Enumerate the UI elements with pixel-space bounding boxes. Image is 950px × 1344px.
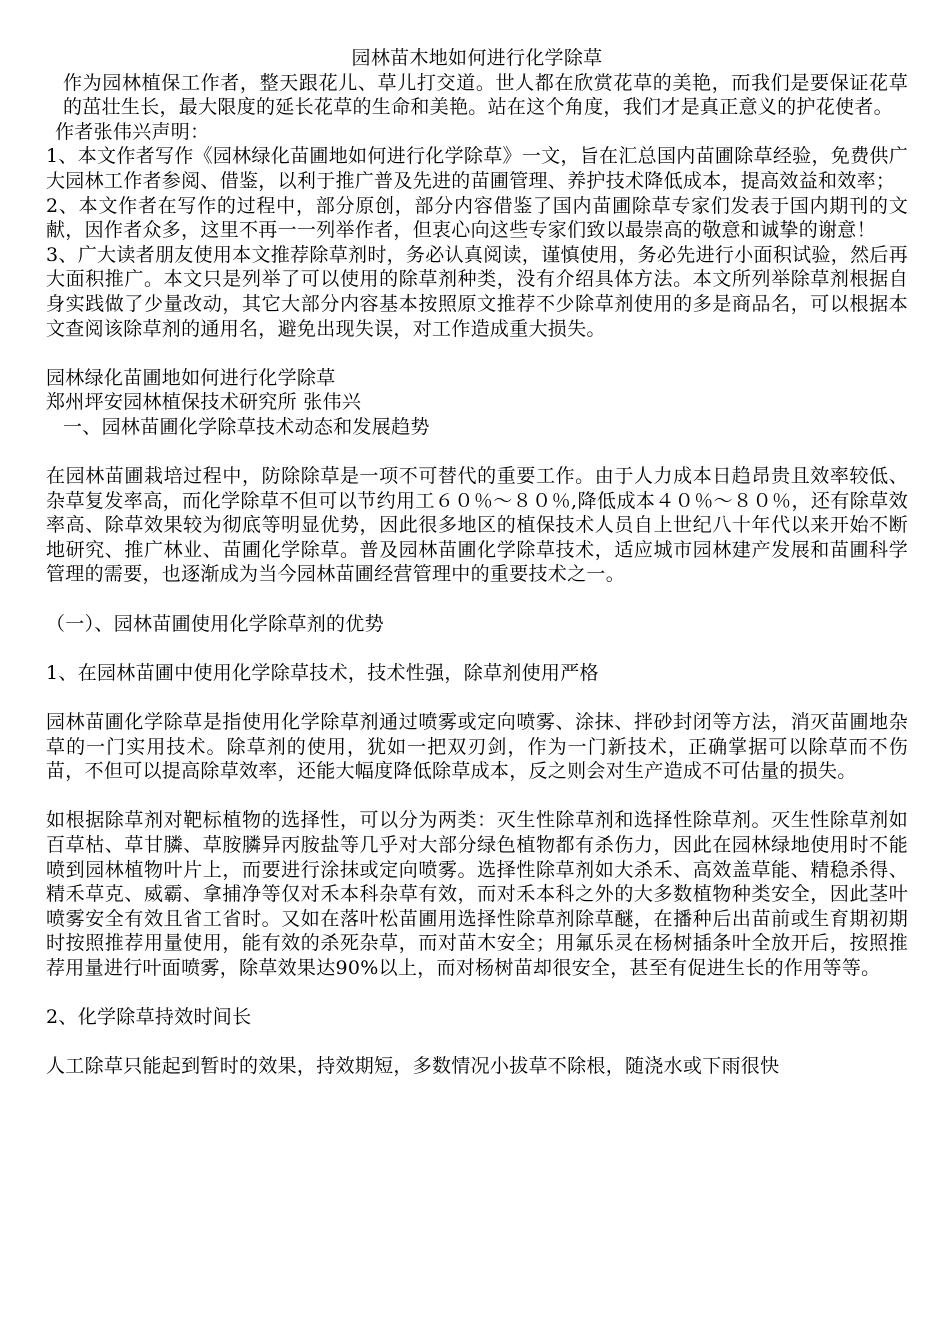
spacer [46,1030,908,1055]
article-title: 园林绿化苗圃地如何进行化学除草 [46,366,336,389]
spacer [46,981,908,1006]
document-title: 园林苗木地如何进行化学除草 [351,47,603,69]
point-paragraph: 如根据除草剂对靶标植物的选择性，可以分为两类：灭生性除草剂和选择性除草剂。灭生性除草剂如百草枯、草甘膦、草胺膦异丙胺盐等几乎对大部分绿色植物都有杀伤力，因此在园林绿地使用时不能喷到园林植物叶片上，而要进行涂抹或定向喷雾。选择性除草剂如大杀禾、高效盖草能、精稳杀得、精禾草克、威霸、拿捕净等仅对禾本科杂草有效，而对禾本科之外的大多数植物种类安全，因此茎叶喷雾安全有效且省工省时。又如在落叶松苗圃用选择性除草剂除草醚，在播种后出苗前或生育期初期时按照推荐用量使用，能有效的杀死杂草，而对苗木安全；用氟乐灵在杨树插条叶全放开后，按照推荐用量进行叶面喷雾，除草效果达90%以上，而对杨树苗却很安全，甚至有促进生长的作用等等。 [46,809,908,979]
section-heading: 一、园林苗圃化学除草技术动态和发展趋势 [63,415,430,438]
section-paragraph: 在园林苗圃栽培过程中，防除除草是一项不可替代的重要工作。由于人力成本日趋昂贵且效率较低、杂草复发率高，而化学除草不但可以节约用工６０％～８０％,降低成本４０％～８０％，还有除草效率高、除草效果较为彻底等明显优势，因此很多地区的植保技术人员自上世纪八十年代以来开始不断地研究、推广林业、苗圃化学除草。普及园林苗圃化学除草技术，适应城市园林建产发展和苗圃科学管理的需要，也逐渐成为当今园林苗圃经营管理中的重要技术之一。 [46,465,908,586]
point-paragraph: 人工除草只能起到暂时的效果，持效期短，多数情况小拔草不除根，随浇水或下雨很快 [46,1055,780,1078]
statement-item-2: 2、本文作者在写作的过程中，部分原创，部分内容借鉴了国内苗圃除草专家们发表于国内期刊的文献，因作者众多，这里不再一一列举作者，但衷心向这些专家们致以最崇高的敬意和诚挚的谢意！ [46,194,908,242]
spacer [46,440,908,465]
document-page [46,46,908,1079]
point-heading: 2、化学除草持效时间长 [46,1006,252,1029]
affiliation: 郑州坪安园林植保技术研究所 张伟兴 [46,391,362,414]
subsection-heading: （一）、园林苗圃使用化学除草剂的优势 [46,612,384,635]
spacer [46,341,908,366]
spacer [46,636,908,661]
intro-paragraph: 作为园林植保工作者，整天跟花儿、草儿打交道。世人都在欣赏花草的美艳，而我们是要保证花草的茁壮生长，最大限度的延长花草的生命和美艳。站在这个角度，我们才是真正意义的护花使者。 [63,71,908,119]
point-heading: 1、在园林苗圃中使用化学除草技术，技术性强，除草剂使用严格 [46,661,599,684]
spacer [46,685,908,710]
statement-item-1: 1、本文作者写作《园林绿化苗圃地如何进行化学除草》一文，旨在汇总国内苗圃除草经验，免费供广大园林工作者参阅、借鉴，以利于推广普及先进的苗圃管理、养护技术降低成本，提高效益和效率； [46,145,908,192]
statement-item-3: 3、广大读者朋友使用本文推荐除草剂时，务必认真阅读，谨慎使用，务必先进行小面积试验，然后再大面积推广。本文只是列举了可以使用的除草剂种类，没有介绍具体方法。本文所列举除草剂根据自身实践做了少量改动，其它大部分内容基本按照原文推荐不少除草剂使用的多是商品名，可以根据本文查阅该除草剂的通用名，避免出现失误，对工作造成重大损失。 [46,243,908,340]
point-paragraph: 园林苗圃化学除草是指使用化学除草剂通过喷雾或定向喷雾、涂抹、拌砂封闭等方法，消灭苗圃地杂草的一门实用技术。除草剂的使用，犹如一把双刃剑，作为一门新技术，正确掌据可以除草而不伤苗，不但可以提高除草效率，还能大幅度降低除草成本，反之则会对生产造成不可估量的损失。 [46,711,908,783]
spacer [46,587,908,612]
spacer [46,784,908,809]
author-statement-heading: 作者张伟兴声明： [55,120,210,143]
